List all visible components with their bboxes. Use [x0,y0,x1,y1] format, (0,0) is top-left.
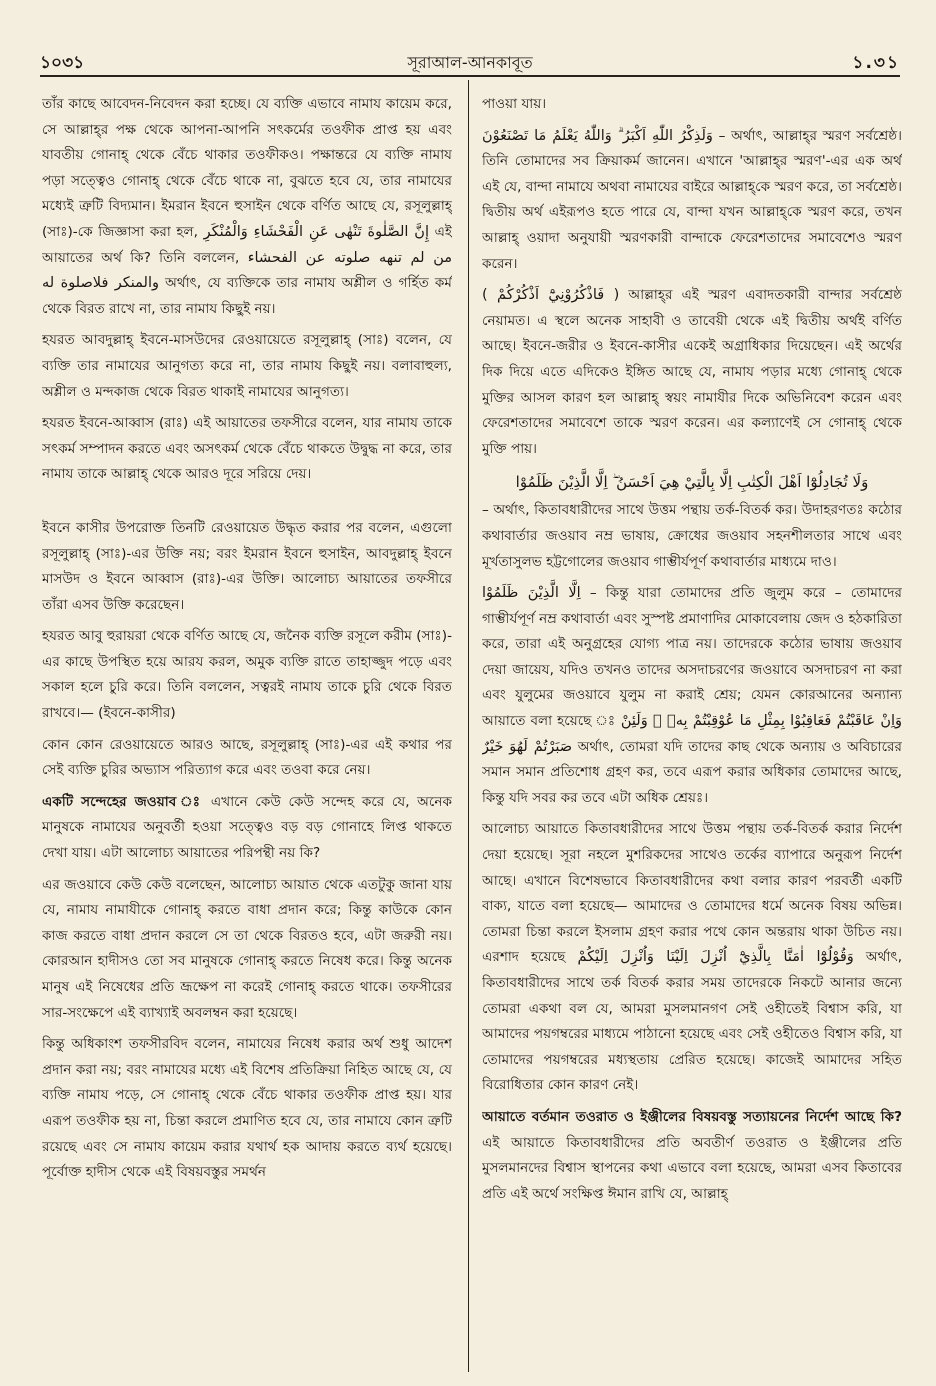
right-column [482,92,902,1213]
paragraph [482,283,902,462]
arabic-verse: وَلَذِكْرُ اللّٰهِ اَكْبَرُ ۗ وَاللّٰهُ يَعْلَمُ مَا تَصْنَعُوْنَ [482,127,713,144]
spacer [42,494,452,516]
paragraph-text: – অর্থাৎ, আল্লাহ্‌র স্মরণ সর্বশ্রেষ্ঠ। তিনি তোমাদের সব ক্রিয়াকর্ম জানেন। এখানে 'আল্লাহ্‌র স্মরণ'-এর এক অর্থ এই যে, বান্দা নামাযে অথবা নামাযের বাইরে আল্লাহ্‌কে স্মরণ করে, তা সর্বশ্রেষ্ঠ। দ্বিতীয় অর্থ এইরূপও হতে পারে যে, বান্দা যখন আল্লাহ্‌কে স্মরণ করে, তখন আল্লাহ্ ওয়াদা অনুযায়ী স্মরণকারী বান্দাকে ফেরেশতাদের সমাবেশেও স্মরণ করেন। [482,127,902,272]
paragraph-text: এখানে কেউ কেউ সন্দেহ করে যে, অনেক মানুষকে নামাযের অনুবর্তী হওয়া সত্ত্বেও বড় বড় গোনাহে লিপ্ত থাকতে দেখা যায়। এটা আলোচ্য আয়াতের পরিপন্থী নয় কি? [42,793,452,862]
paragraph: ইবনে কাসীর উপরোক্ত তিনটি রেওয়ায়েত উদ্ধৃত করার পর বলেন, এগুলো রসূলুল্লাহ্ (সাঃ)-এর উক্তি নয়; বরং ইমরান ইবনে হুসাইন, আবদুল্লাহ্ ইবনে মাসউদ ও ইবনে আব্বাস (রাঃ)-এর উক্তি। আলোচ্য আয়াতের তফসীরে তাঁরা এসব উক্তি করেছেন। [42,519,452,613]
paragraph-text: এই আয়াতের অর্থ কি? তিনি বললেন, [42,223,452,266]
page-header [40,48,900,74]
paragraph: কিন্তু অধিকাংশ তফসীরবিদ বলেন, নামাযের নিষেধ করার অর্থ শুধু আদেশ প্রদান করা নয়; বরং নামাযের মধ্যে এই বিশেষ প্রতিক্রিয়া নিহিত আছে যে, যে ব্যক্তি নামায পড়ে, সে গোনাহ্ থেকে বেঁচে থাকার তওফীক প্রাপ্ত হয়। যার এরূপ তওফীক হয় না, চিন্তা করলে প্রমাণিত হবে যে, তার নামাযে কোন ত্রুটি রয়েছে এবং সে নামায কায়েম করার যথার্থ হক আদায় করতে ব্যর্থ হয়েছে। পূর্বোক্ত হাদীস থেকে এই বিষয়বস্তুর সমর্থন [42,1036,452,1181]
paragraph [482,817,902,1099]
paragraph [42,92,452,322]
section-heading: আয়াতে বর্তমান তওরাত ও ইঞ্জীলের বিষয়বস্তু সত্যায়নের নির্দেশ আছে কি? [482,1108,902,1125]
arabic-verse: إِنَّ الصَّلٰوةَ تَنْهٰى عَنِ الْفَحْشَاءِ وَالْمُنْكَرِ [203,223,429,240]
arabic-hadith: من لم تنهه صلوته عن الفحشاء والمنكر فلاصلوة له [42,249,452,292]
paragraph: হযরত আবদুল্লাহ্ ইবনে-মাসউদের রেওয়ায়েতে রসূলুল্লাহ্ (সাঃ) বলেন, যে ব্যক্তি তার নামাযের আনুগত্য করে না, তার নামায কিছুই নয়। বলাবাহুল্য, অশ্লীল ও মন্দকাজ থেকে বিরত থাকাই নামাযের আনুগত্য। [42,332,452,400]
arabic-verse: ( فَاذْكُرُوْنِيْٓ اَذْكُرْكُمْ ) [482,287,620,304]
paragraph-text: এই আয়াতে কিতাবধারীদের প্রতি অবতীর্ণ তওরাত ও ইঞ্জীলের প্রতি মুসলমানদের বিশ্বাস স্থাপনের কথা এভাবে বলা হয়েছে, আমরা এসব কিতাবের প্রতি এই অর্থে সংক্ষিপ্ত ঈমান রাখি যে, আল্লাহ্ [482,1134,902,1202]
paragraph [482,1105,902,1207]
paragraph: কোন কোন রেওয়ায়েতে আরও আছে, রসূলুল্লাহ্ (সাঃ)-এর এই কথার পর সেই ব্যক্তি চুরির অভ্যাস পরিত্যাগ করে এবং তওবা করে নেয়। [42,736,452,779]
paragraph-text: তাঁর কাছে আবেদন-নিবেদন করা হচ্ছে। যে ব্যক্তি এভাবে নামায কায়েম করে, সে আল্লাহ্‌র পক্ষ থেকে আপনা-আপনি সৎকর্মের তওফীক প্রাপ্ত হয় এবং যাবতীয় গোনাহ্ থেকে বেঁচে থাকার তওফীকও। পক্ষান্তরে যে ব্যক্তি নামায পড়া সত্ত্বেও গোনাহ্ থেকে বেঁচে থাকে না, বুঝতে হবে যে, তার নামাযের মধ্যেই ত্রুটি বিদ্যমান। ইমরান ইবনে হুসাইন থেকে বর্ণিত আছে যে, রসূলুল্লাহ্ (সাঃ)-কে জিজ্ঞাসা করা হল, [42,96,452,240]
arabic-verse-line: وَلَا تُجَادِلُوْٓا اَهْلَ الْكِتٰبِ اِلَّا بِالَّتِيْ هِيَ اَحْسَنُ ۖ اِلَّا الَّذِيْنَ ظَلَمُوْا [515,473,869,492]
paragraph-text: আল্লাহ্‌র এই স্মরণ এবাদতকারী বান্দার সর্বশ্রেষ্ঠ নেয়ামত। এ স্থলে অনেক সাহাবী ও তাবেয়ী থেকে এই দ্বিতীয় অর্থই বর্ণিত আছে। ইবনে-জরীর ও ইবনে-কাসীর একেই অগ্রাধিকার দিয়েছেন। এই অর্থের দিক দিয়ে এতে এদিকেও ইঙ্গিত আছে যে, নামায পড়ার মধ্যে গোনাহ্ থেকে মুক্তির আসল কারণ হল আল্লাহ্ স্বয়ং নামাযীর দিকে অভিনিবেশ করেন এবং ফেরেশতাদের সমাবেশে তাকে স্মরণ করেন। এর কল্যাণেই সে গোনাহ্ থেকে মুক্তি পায়। [482,287,902,457]
paragraph [482,124,902,278]
paragraph: পাওয়া যায়। [482,96,547,112]
paragraph: এর জওয়াবে কেউ কেউ বলেছেন, আলোচ্য আয়াত থেকে এতটুকু জানা যায় যে, নামায নামাযীকে গোনাহ্ করতে বাধা প্রদান করে; কিন্তু কাউকে কোন কাজ করতে বাধা প্রদান করলে সে তা থেকে বিরতও হবে, এটা জরুরী নয়। কোরআন হাদীসও তো সব মানুষকে গোনাহ্ করতে নিষেধ করে। কিন্তু অনেক মানুষ এই নিষেধের প্রতি ভ্রূক্ষেপ না করেই গোনাহ্ করতে থাকে। তফসীরের সার-সংক্ষেপে এই ব্যাখ্যাই অবলম্বন করা হয়েছে। [42,876,452,1021]
paragraph-text: আলোচ্য আয়াতে কিতাবধারীদের সাথে উত্তম পন্থায় তর্ক-বিতর্ক করার নির্দেশ দেয়া হয়েছে। সূরা নহলে মুশরিকদের সাথেও তর্কের ব্যাপারে অনুরূপ নির্দেশ আছে। এখানে বিশেষভাবে কিতাবধারীদের কথা বলার কারণ পরবর্তী একটি বাক্য, যাতে বলা হয়েছে— আমাদের ও তোমাদের ধর্মে অনেক বিষয় অভিন্ন। তোমরা চিন্তা করলে ইসলাম গ্রহণ করার পথে কোন অন্তরায় থাকা উচিত নয়। এরশাদ হয়েছে [482,821,902,966]
header-rule [40,75,900,77]
page-number-left: ১০৩১ [40,53,85,73]
paragraph: হযরত আবু হুরায়রা থেকে বর্ণিত আছে যে, জনৈক ব্যক্তি রসূলে করীম (সাঃ)-এর কাছে উপস্থিত হয়ে আরয করল, অমুক ব্যক্তি রাতে তাহাজ্জুদ পড়ে এবং সকাল হলে চুরি করে। তিনি বললেন, সত্বরই নামায তাকে চুরি থেকে বিরত রাখবে।— (ইবনে-কাসীর) [42,628,452,722]
paragraph-text: অর্থাৎ, যে ব্যক্তিকে তার নামায অশ্লীল ও গর্হিত কর্ম থেকে বিরত রাখে না, তার নামায কিছুই নয়। [42,275,452,317]
column-divider [468,80,469,1372]
paragraph: – অর্থাৎ, কিতাবধারীদের সাথে উত্তম পন্থায় তর্ক-বিতর্ক কর। উদাহরণতঃ কঠোর কথাবার্তার জওয়াব নম্র ভাষায়, ক্রোধের জওয়াব সহনশীলতার সাথে এবং মূর্খতাসুলভ হট্টগোলের জওয়াব গাম্ভীর্যপূর্ণ কথাবার্তার মাধ্যমে দাও। [482,502,902,570]
paragraph-text: – কিন্তু যারা তোমাদের প্রতি জুলুম করে – তোমাদের গাম্ভীর্যপূর্ণ নম্র কথাবার্তা এবং সুস্পষ্ট প্রমাণাদির মোকাবেলায় জেদ ও হঠকারিতা করে, তারা এই অনুগ্রহের যোগ্য পাত্র নয়। তাদেরকে কঠোর ভাষায় জওয়াব দেয়া জায়েয, যদিও তখনও তাদের অসদাচরণের জওয়াবে অসদাচরণ না করা এবং যুলুমের জওয়াবে যুলুম না করাই শ্রেয়; যেমন কোরআনের অন্যান্য আয়াতে বলা হয়েছে ঃ [482,585,902,730]
running-title: সূরাআল-আনকাবূত [407,53,533,72]
left-column [42,92,452,1192]
section-heading: একটি সন্দেহের জওয়াব ঃ [42,793,204,810]
arabic-verse: وَاِنْ عَاقَبْتُمْ فَعَاقِبُوْا بِمِثْلِ مَا عُوْقِبْتُمْ بِهٖ ۖ وَلَئِنْ صَبَرْتُمْ لَهُوَ خَيْرٌ [482,713,902,755]
arabic-verse: وَقُوْلُوْٓا اٰمَنَّا بِالَّذِيْٓ اُنْزِلَ اِلَيْنَا وَاُنْزِلَ اِلَيْكُمْ [577,949,854,966]
arabic-verse: اِلَّا الَّذِيْنَ ظَلَمُوْا [482,585,581,602]
paragraph-text: অর্থাৎ, তোমরা যদি তাদের কাছ থেকে অন্যায় ও অবিচারের সমান সমান প্রতিশোধ গ্রহণ কর, তবে এরূপ করার অধিকার তোমাদের আছে, কিন্তু যদি সবর কর তবে এটা অধিক শ্রেয়ঃ। [482,738,902,806]
page-number-right: ১.৩১ [852,53,900,73]
paragraph: হযরত ইবনে-আব্বাস (রাঃ) এই আয়াতের তফসীরে বলেন, যার নামায তাকে সৎকর্ম সম্পাদন করতে এবং অসৎকর্ম থেকে বেঁচে থাকতে উদ্বুদ্ধ না করে, তার নামায তাকে আল্লাহ্ থেকে আরও দূরে সরিয়ে দেয়। [42,415,452,483]
paragraph [482,581,902,811]
paragraph [42,790,452,867]
paragraph-text: অর্থাৎ, কিতাবধারীদের সাথে তর্ক বিতর্ক করার সময় তাদেরকে নিকটে আনার জন্যে তোমরা একথা বল যে, আমরা মুসলমানগণ সেই ওহীতেই বিশ্বাস করি, যা আমাদের পয়গম্বরের মাধ্যমে পাঠানো হয়েছে এবং সেই ওহীতেও বিশ্বাস করি, যা তোমাদের পয়গম্বরের মধ্যস্থতায় প্রেরিত হয়েছে। কাজেই আমাদের সহিত বিরোধিতার কোন কারণ নেই। [482,949,902,1094]
